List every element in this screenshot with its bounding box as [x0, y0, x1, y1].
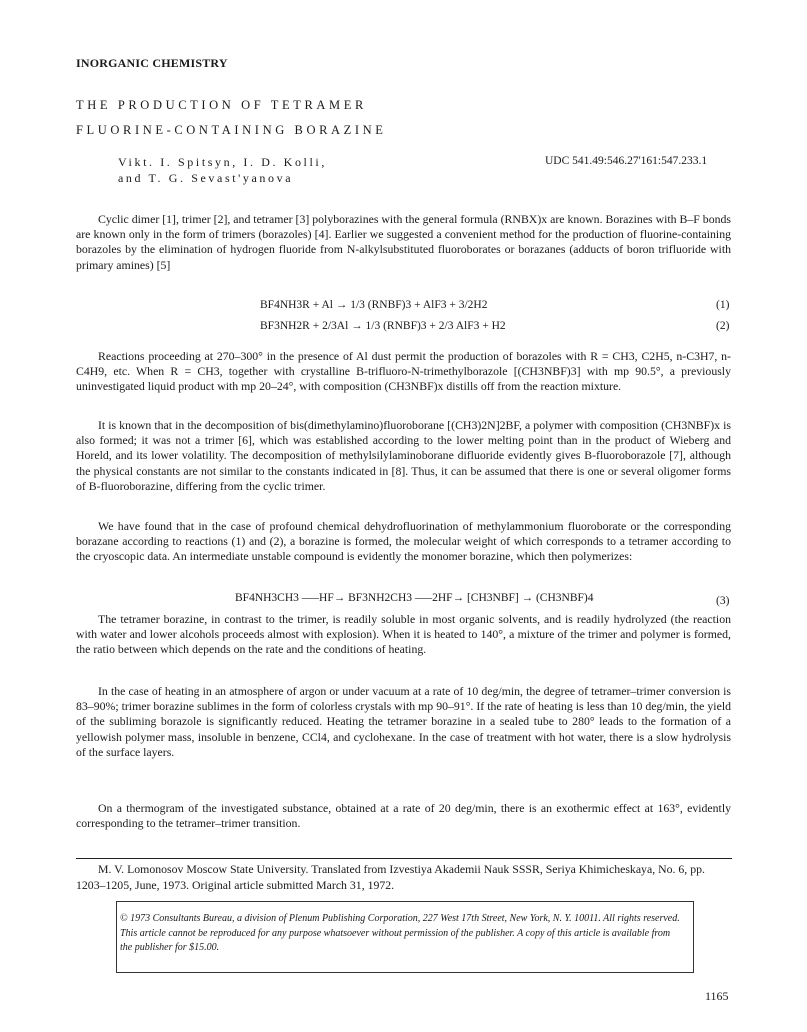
udc-code: UDC 541.49:546.27'161:547.233.1 — [545, 155, 708, 167]
equation-3: BF4NH3CH3 —–HF→ BF3NH2CH3 —–2HF→ [CH3NBF] → (CH3NBF)4 — [235, 592, 594, 604]
paragraph-4: We have found that in the case of profound chemical dehydrofluorination of methylammonium fluoroborate or the corresponding borazane according to reactions (1) and (2), a borazine is formed, the molecular weight of which corresponds to a tetramer according to the cryoscopic data. An intermediate unstable compound is evidently the monomer borazine, which then polymerizes: — [76, 519, 731, 564]
equation-2: BF3NH2R + 2/3Al → 1/3 (RNBF)3 + 2/3 AlF3 + H2 — [260, 320, 506, 332]
equation-2-number: (2) — [716, 320, 730, 332]
paragraph-6: In the case of heating in an atmosphere of argon or under vacuum at a rate of 10 deg/min, the degree of tetramer–trimer conversion is 83–90%; trimer borazine sublimes in the form of colorless crystals with mp 90–91°. If the rate of heating is less than 10 deg/min, the yield of the subliming borazole is significantly reduced. Heating the tetramer borazine in a sealed tube to 280° leads to the formation of a yellowish polymer mass, insoluble in benzene, CCl4, and cyclohexane. In the case of treatment with hot water, there is a slow hydrolysis of the surface layers. — [76, 684, 731, 759]
authors-line-1: Vikt. I. Spitsyn, I. D. Kolli, — [118, 155, 327, 169]
equation-3-number: (3) — [716, 595, 730, 607]
footnote-divider — [76, 858, 732, 859]
copyright-notice: © 1973 Consultants Bureau, a division of Plenum Publishing Corporation, 227 West 17th Street, New York, N. Y. 10011. All rights reserved. This article cannot be reproduced for any purpose whatsoever without permission of the publisher. A copy of this article is available from the publisher for $15.00. — [120, 913, 680, 953]
section-heading: INORGANIC CHEMISTRY — [76, 56, 228, 70]
page-number: 1165 — [705, 989, 729, 1003]
paragraph-3: It is known that in the decomposition of bis(dimethylamino)fluoroborane [(CH3)2N]2BF, a polymer with composition (CH3NBF)x is also formed; it was not a trimer [6], which was established according to the lower melting point than in the product of Wieberg and Horeld, and its lower volatility. The decomposition of methylsilylaminoborane difluoride evidently gives B-fluoroborazole [7], although the physical constants are not similar to the constants indicated in [8]. Thus, it can be assumed that there is one or several oligomer forms of B-fluoroborazine, differing from the cyclic trimer. — [76, 418, 731, 493]
article-title-line-2: FLUORINE-CONTAINING BORAZINE — [76, 123, 387, 137]
paragraph-7: On a thermogram of the investigated substance, obtained at a rate of 20 deg/min, there is an exothermic effect at 163°, evidently corresponding to the tetramer–trimer transition. — [76, 801, 731, 831]
paragraph-2: Reactions proceeding at 270–300° in the presence of Al dust permit the production of borazoles with R = CH3, C2H5, n-C3H7, n-C4H9, etc. When R = CH3, together with crystalline B-trifluoro-N-trimethylborazole [(CH3NBF)3] with mp 90.5°, a previously uninvestigated liquid product with mp 20–24°, with composition (CH3NBF)x distills off from the reaction mixture. — [76, 349, 731, 394]
paragraph-1: Cyclic dimer [1], trimer [2], and tetramer [3] polyborazines with the general formula (RNBX)x are known. Borazines with B–F bonds are known only in the form of trimers (borazoles) [4]. Earlier we suggested a convenient method for the production of fluorine-containing borazoles by the elimination of hydrogen fluoride from N-alkylsubstituted fluoroborates or borazanes (adducts of boron trifluoride with primary amines) [5] — [76, 212, 731, 272]
authors-line-2: and T. G. Sevast'yanova — [118, 171, 294, 185]
article-title-line-1: THE PRODUCTION OF TETRAMER — [76, 98, 367, 112]
paragraph-5: The tetramer borazine, in contrast to the trimer, is readily soluble in most organic solvents, and is readily hydrolyzed (the reaction with water and lower alcohols proceeds almost with explosion). When it is heated to 140°, a mixture of the trimer and polymer is formed, the ratio between which depends on the rate and the conditions of heating. — [76, 612, 731, 657]
equation-1-number: (1) — [716, 299, 730, 311]
footnote-affiliation: M. V. Lomonosov Moscow State University. Translated from Izvestiya Akademii Nauk SSSR, Seriya Khimicheskaya, No. 6, pp. 1203–1205, June, 1973. Original article submitted March 31, 1972. — [76, 862, 705, 892]
equation-1: BF4NH3R + Al → 1/3 (RNBF)3 + AlF3 + 3/2H2 — [260, 299, 488, 311]
